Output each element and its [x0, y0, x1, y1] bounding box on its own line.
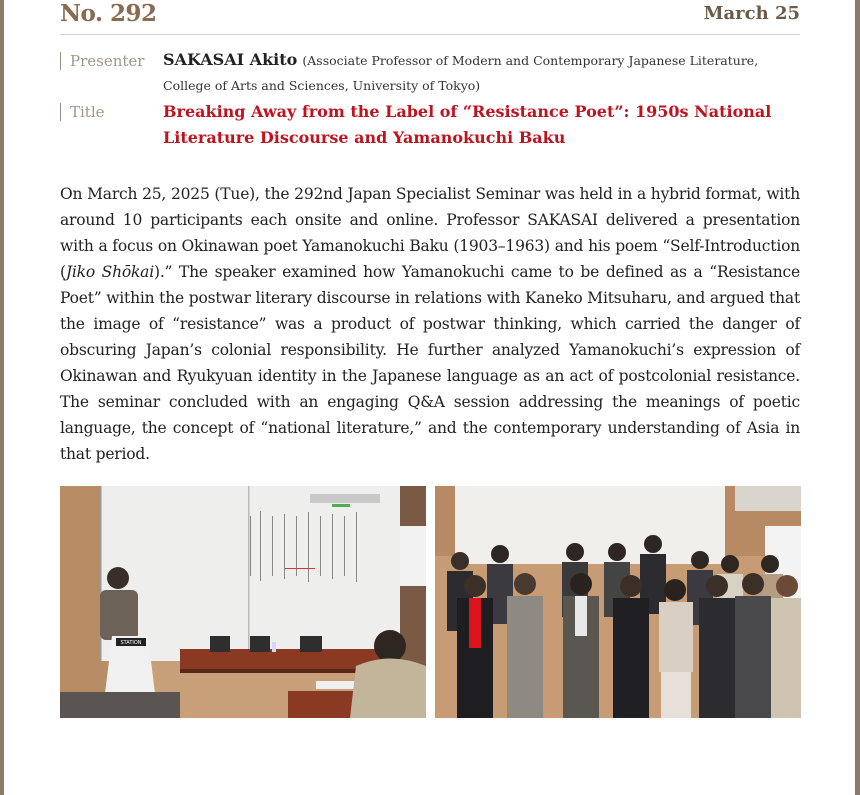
presenter-value: [163, 48, 793, 98]
title-value: [163, 99, 793, 151]
presenter-affiliation: (Associate Professor of Modern and Contemporary Japanese Literature, College of Arts and Sciences, University of Tokyo): [163, 53, 759, 93]
summary-part-1: On March 25, 2025 (Tue), the 292nd Japan Specialist Seminar was held in a hybrid format, with around 10 participants each onsite and online. Professor SAKASAI delivered a presentation with a focus on Okinawan poet Yamanokuchi Baku (1903–1963) and his poem “Self-Introduction (: [60, 185, 800, 281]
title-label: Title: [60, 103, 170, 121]
photo-group-illustration: [435, 486, 801, 718]
photo-group: [435, 486, 801, 718]
photo-lecture: [60, 486, 426, 718]
page: [4, 0, 855, 795]
seminar-number: No. 292: [60, 0, 157, 27]
seminar-header: [60, 0, 800, 35]
presenter-name: SAKASAI Akito: [163, 50, 298, 69]
seminar-date: March 25: [703, 3, 800, 24]
photo-lecture-illustration: [60, 486, 426, 718]
seminar-title: Breaking Away from the Label of “Resistance Poet”: 1950s National Literature Discourse and Yamanokuchi Baku: [163, 102, 772, 147]
summary-italic-title: Jiko Shōkai: [65, 263, 154, 281]
seminar-summary: [60, 181, 800, 467]
presenter-label: Presenter: [60, 52, 170, 70]
summary-part-2: ).” The speaker examined how Yamanokuchi came to be defined as a “Resistance Poet” within the postwar literary discourse in relations with Kaneko Mitsuharu, and argued that the image of “resistance” was a product of postwar thinking, which carried the danger of obscuring Japan’s colonial responsibility. He further analyzed Yamanokuchi’s expression of Okinawan and Ryukyuan identity in the Japanese language as an act of postcolonial resistance. The seminar concluded with an engaging Q&A session addressing the meanings of poetic language, the concept of “national literature,” and the contemporary understanding of Asia in that period.: [60, 263, 800, 463]
podium-brand: STATION: [120, 640, 142, 646]
presenter-row: [60, 48, 800, 100]
title-row: [60, 99, 800, 151]
